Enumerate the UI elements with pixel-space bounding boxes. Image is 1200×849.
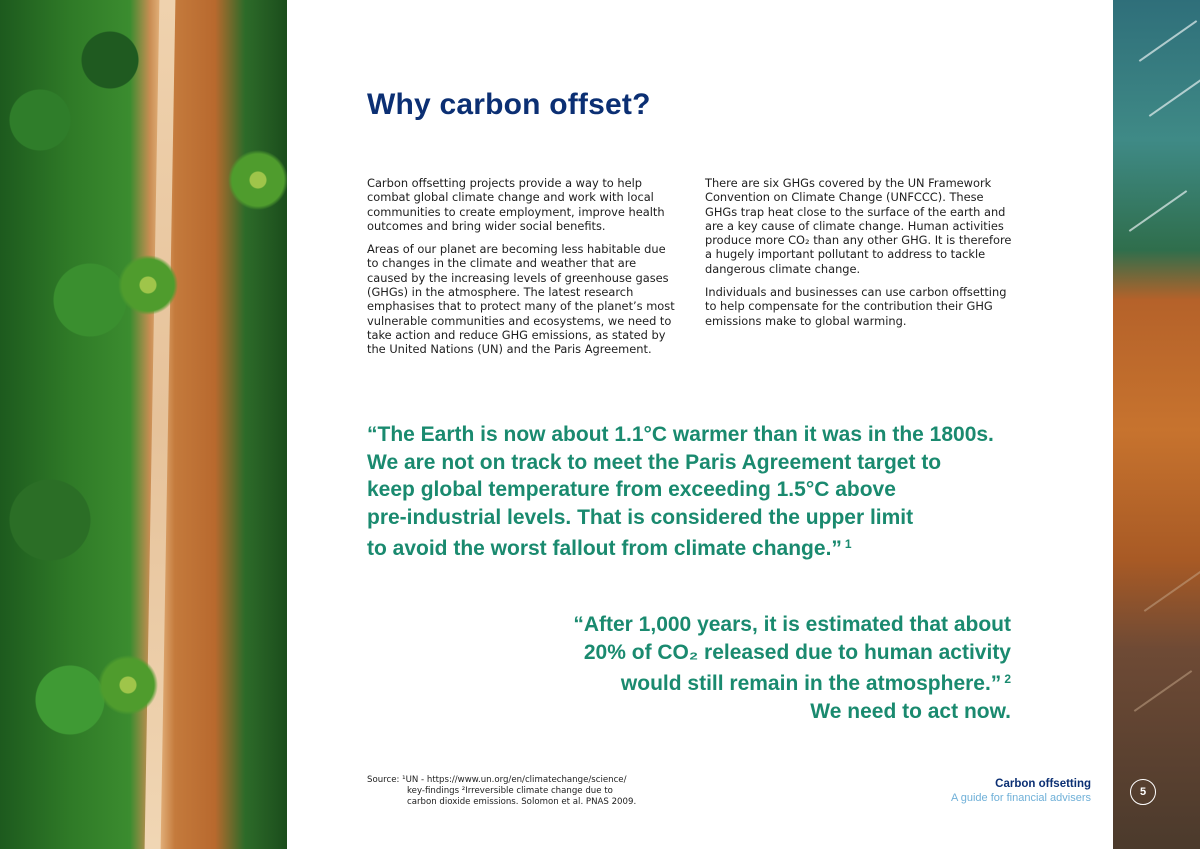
streak — [1139, 20, 1197, 62]
deforestation-aerial-photo — [1113, 0, 1200, 849]
paragraph: Individuals and businesses can use carbon offsetting to help compensate for the contribution their GHG emissions make to global warming. — [705, 285, 1007, 328]
streak — [1129, 190, 1187, 232]
page-number: 5 — [1130, 779, 1156, 805]
quote-line: We are not on track to meet the Paris Agreement target to — [367, 450, 942, 474]
quote-line: pre-industrial levels. That is considered the upper limit — [367, 505, 914, 529]
source-citation — [367, 775, 667, 808]
palm-tree — [118, 255, 178, 315]
paragraph: Areas of our planet are becoming less habitable due to changes in the climate and weather that are caused by the increasing levels of greenhouse gases (GHGs) in the atmosphere. The latest research emphasises that to protect many of the planet’s most vulnerable communities and ecosystems, we need to take action and reduce GHG emissions, as stated by the United Nations (UN) and the Paris Agreement. — [367, 242, 675, 357]
streak — [1134, 670, 1192, 712]
quote-line — [500, 666, 1011, 698]
pull-quote-co2 — [500, 611, 1011, 725]
page-title: Why carbon offset? — [367, 88, 651, 121]
source-line: carbon dioxide emissions. Solomon et al. PNAS 2009. — [407, 797, 637, 807]
footnote-ref: 1 — [844, 537, 852, 551]
pull-quote-earth-warming — [367, 421, 1027, 563]
quote-line-text: to avoid the worst fallout from climate change.” — [367, 537, 842, 560]
palm-tree — [98, 655, 158, 715]
footnote-ref: 2 — [1004, 672, 1011, 686]
footer-title: Carbon offsetting — [995, 778, 1091, 790]
quote-line-last — [367, 531, 1027, 563]
streak — [1144, 570, 1200, 612]
source-line: Source: ¹UN - https://www.un.org/en/climatechange/science/ — [367, 775, 627, 785]
body-column-left — [367, 176, 679, 366]
quote-line-text: would still remain in the atmosphere.” — [620, 672, 1002, 695]
footer-brand — [951, 778, 1091, 804]
quote-line: 20% of CO₂ released due to human activity — [583, 640, 1011, 664]
quote-line: keep global temperature from exceeding 1.5°C above — [367, 478, 896, 501]
quote-line: “After 1,000 years, it is estimated that about — [573, 613, 1011, 636]
forest-road-aerial-photo — [0, 0, 287, 849]
quote-line: “The Earth is now about 1.1°C warmer than it was in the 1800s. — [367, 423, 994, 446]
streak — [1149, 75, 1200, 117]
source-line: key-findings ²Irreversible climate change due to — [407, 786, 613, 796]
body-column-right — [705, 176, 1017, 337]
palm-tree — [228, 150, 287, 210]
quote-line: We need to act now. — [810, 699, 1011, 723]
dirt-road — [145, 0, 176, 849]
paragraph: Carbon offsetting projects provide a way to help combat global climate change and work with local communities to create employment, improve health outcomes and bring wider social benefits. — [367, 176, 665, 233]
footer-subtitle: A guide for financial advisers — [950, 792, 1091, 804]
paragraph: There are six GHGs covered by the UN Framework Convention on Climate Change (UNFCCC). These GHGs trap heat close to the surface of the earth and are a key cause of climate change. Human activities produce more CO₂ than any other GHG. It is therefore a hugely important pollutant to address to tackle dangerous climate change. — [705, 176, 1012, 276]
